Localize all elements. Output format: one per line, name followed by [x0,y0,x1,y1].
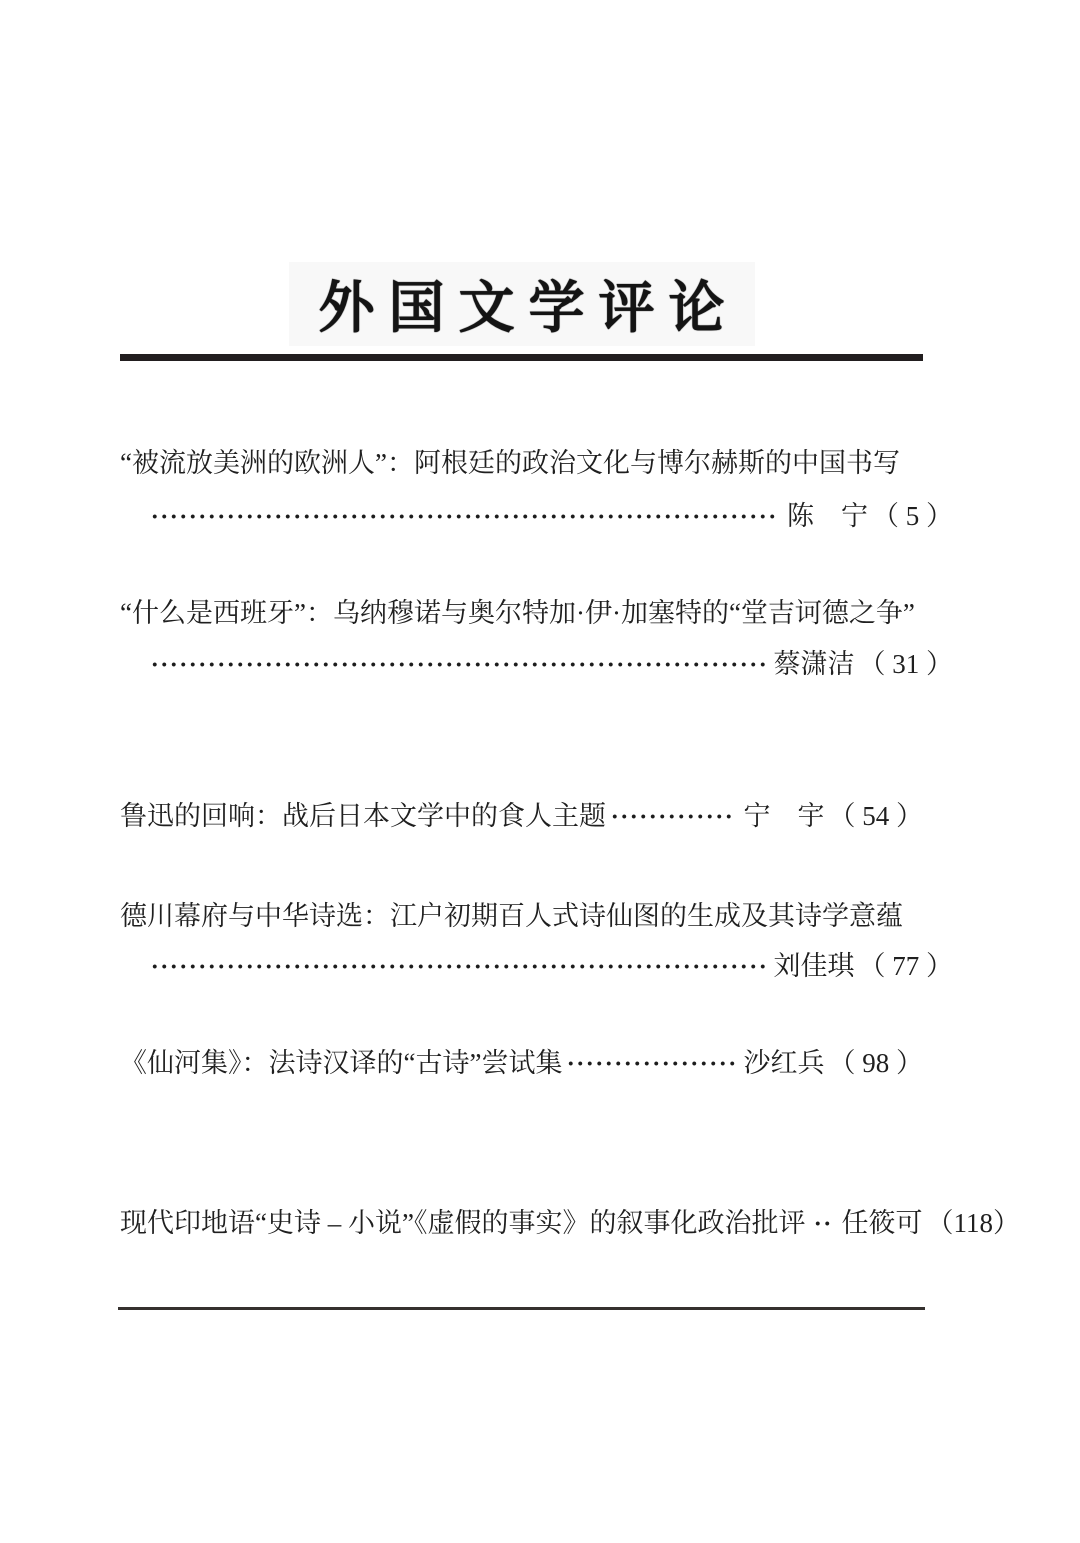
entry-author: 沙红兵 [743,1048,825,1078]
entry-page-number: （ 31 ） [858,649,953,679]
dot-leader [566,1050,735,1077]
entry-author: 陈 宁 [787,501,868,531]
dot-leader [150,503,779,530]
masthead-container [120,262,923,346]
entry-title: 《仙河集》：法诗汉译的“古诗”尝试集 [120,1048,563,1078]
toc-entry-6-line [120,1207,1020,1239]
toc-entry-5-line [120,1047,923,1079]
entry-page-number: （ 77 ） [858,951,953,981]
toc-entry-2-leader-line [120,648,953,680]
entry-title: 德川幕府与中华诗选：江户初期百人式诗仙图的生成及其诗学意蕴 [120,901,903,931]
entry-author: 蔡潇洁 [773,649,855,679]
entry-author: 任筱可 [841,1208,923,1238]
entry-page-number: （118） [926,1208,1020,1238]
dot-leader [813,1210,833,1237]
entry-page-number: （ 98 ） [828,1048,923,1078]
dot-leader [150,651,766,678]
entry-page-number: （ 5 ） [872,501,953,531]
toc-entry-2-title-line [120,597,923,629]
dot-leader [610,803,736,830]
entry-author: 刘佳琪 [773,951,855,981]
dot-leader [150,953,766,980]
entry-page-number: （ 54 ） [828,801,923,831]
entry-title: 现代印地语“史诗 – 小说”《虚假的事实》的叙事化政治批评 [120,1208,806,1238]
entry-title: “什么是西班牙”：乌纳穆诺与奥尔特加·伊·加塞特的“堂吉诃德之争” [120,598,915,628]
toc-entry-1-title-line [120,447,923,479]
journal-masthead-title: 外国文学评论 [289,262,755,346]
entry-title: “被流放美洲的欧洲人”：阿根廷的政治文化与博尔赫斯的中国书写 [120,448,900,478]
toc-entry-4-leader-line [120,950,953,982]
entry-author: 宁 宇 [743,801,825,831]
toc-entry-3-line [120,800,923,832]
toc-entry-4-title-line [120,900,923,932]
toc-entry-1-leader-line [120,500,953,532]
masthead-rule [120,354,923,361]
entry-title: 鲁迅的回响：战后日本文学中的食人主题 [120,801,606,831]
footer-rule [118,1307,925,1310]
